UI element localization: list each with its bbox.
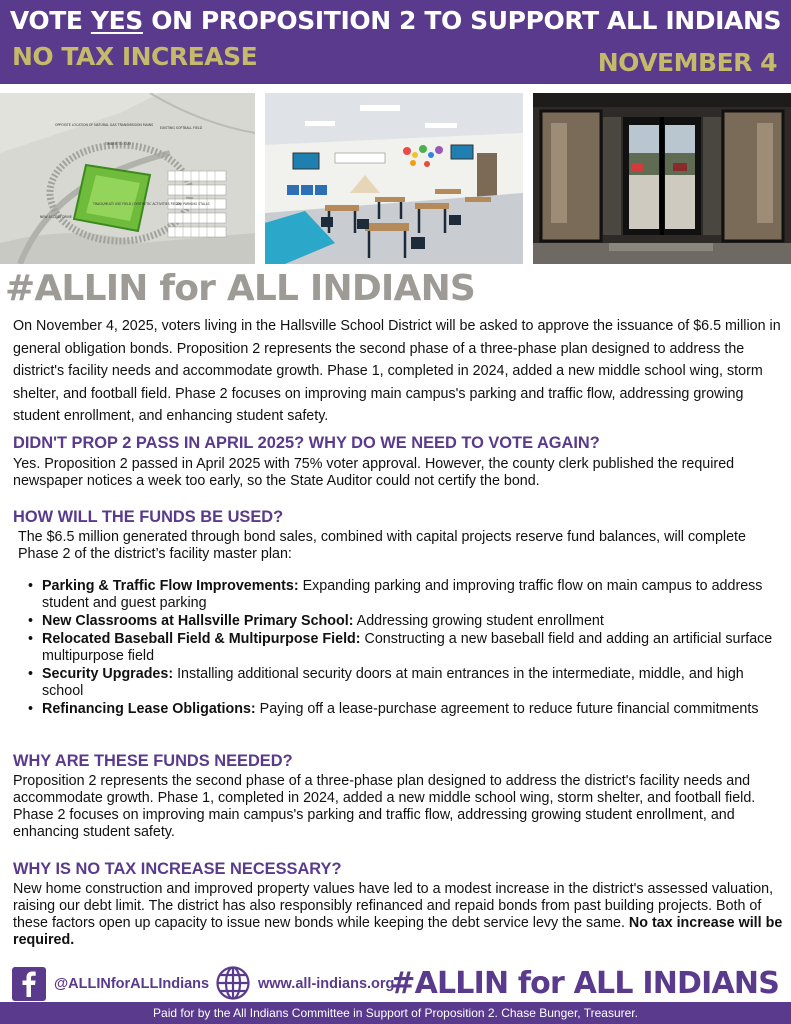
list-item: • Security Upgrades: Installing additional security doors at main entrances in the intermediate, middle, and high school [28,666,778,700]
no-tax-statement: No tax increase will be required. [13,915,783,948]
site-plan-drawing [0,93,255,264]
campaign-hashtag-title: #ALLIN for ALL INDIANS [5,268,476,309]
headline-yes: YES [90,6,143,35]
list-item: • Relocated Baseball Field & Multipurpose Field: Constructing a new baseball field and adding an artificial surface multipurpose field [28,631,778,665]
q4-body: New home construction and improved property values have led to a modest increase in the district's assessed valuation, raising our debt limit. The district has also responsibly refinanced and repaid bonds from past building projects. Both of these factors open up capacity to issue new bonds while keeping the debt service levy the same. No tax increase will be required. [13,881,783,948]
headline: VOTE YES ON PROPOSITION 2 TO SUPPORT ALL INDIANS [9,6,782,35]
list-item: • Refinancing Lease Obligations: Paying off a lease-purchase agreement to reduce future financial commitments [28,701,778,718]
entrance-doors-image [533,93,791,264]
q1-body: Yes. Proposition 2 passed in April 2025 with 75% voter approval. However, the county clerk published the required newspaper notices a week too early, so the State Auditor could not certify the bond. [13,456,735,489]
q3-body: Proposition 2 represents the second phase of a three-phase plan designed to address the district's facility needs and accommodate growth. Phase 1, completed in 2024, added a new middle school wing, storm shelter, and football field. Phase 2 focuses on improving main campus's parking and traffic flow, addressing growing student enrollment, and enhancing student safety. [13,773,756,840]
classroom-image [265,93,523,264]
q1-heading: DIDN'T PROP 2 PASS IN APRIL 2025? WHY DO WE NEED TO VOTE AGAIN? [13,434,600,452]
q2-body: The $6.5 million generated through bond sales, combined with capital projects reserve fund balances, will complete Phase 2 of the district’s facility master plan: [18,529,746,562]
intro-paragraph: On November 4, 2025, voters living in the Hallsville School District will be asked to approve the issuance of $6.5 million in general obligation bonds. Proposition 2 represents the second phase of a three-phase plan designed to address the district's facility needs and accommodate growth. Phase 1, completed in 2024, added a new middle school wing, storm shelter, and football field. Phase 2 focuses on improving main campus's parking and traffic flow, addressing growing student enrollment, and enhancing student safety. [13,318,781,424]
site-label-softball: EXISTING SOFTBALL FIELD [160,126,203,130]
site-plan-image [0,93,255,264]
classroom-drawing [265,93,523,264]
q3-heading: WHY ARE THESE FUNDS NEEDED? [13,752,293,770]
header-banner [0,0,791,84]
list-item: • New Classrooms at Hallsville Primary School: Addressing growing student enrollment [28,613,778,630]
globe-icon [215,965,251,1001]
site-label-track: TRACK/MULTI USE FIELD (SYNTHETIC ACTIVITIES FIELD) [93,202,181,206]
site-label-parking: 200 PARKING STALLS [176,202,210,206]
footer-hashtag: #ALLIN for ALL INDIANS [390,966,779,1001]
facebook-handle-link[interactable]: @ALLINforALLIndians [54,976,210,992]
entrance-doors-drawing [533,93,791,264]
paid-for-disclaimer: Paid for by the All Indians Committee in Support of Proposition 2. Chase Bunger, Treasurer. [0,1002,791,1024]
q2-heading: HOW WILL THE FUNDS BE USED? [13,508,284,526]
site-label-gas-mains: OPPOSITE LOCATION OF NATURAL GAS TRANSMISSION MAINS [55,123,154,127]
election-date-label: NOVEMBER 4 [597,48,777,77]
list-item: • Parking & Traffic Flow Improvements: Expanding parking and improving traffic flow on main campus to address student and guest parking [28,578,778,612]
website-link[interactable]: www.all-indians.org [258,976,395,992]
facebook-icon[interactable] [12,967,46,1001]
site-label-access-drive: NEW ACCESS DRIVE [40,215,73,219]
site-label-timber: TIMBER TO STAY [105,142,132,146]
q4-heading: WHY IS NO TAX INCREASE NECESSARY? [13,860,342,878]
no-tax-increase-label: NO TAX INCREASE [12,42,258,71]
funds-uses-list [28,578,778,719]
